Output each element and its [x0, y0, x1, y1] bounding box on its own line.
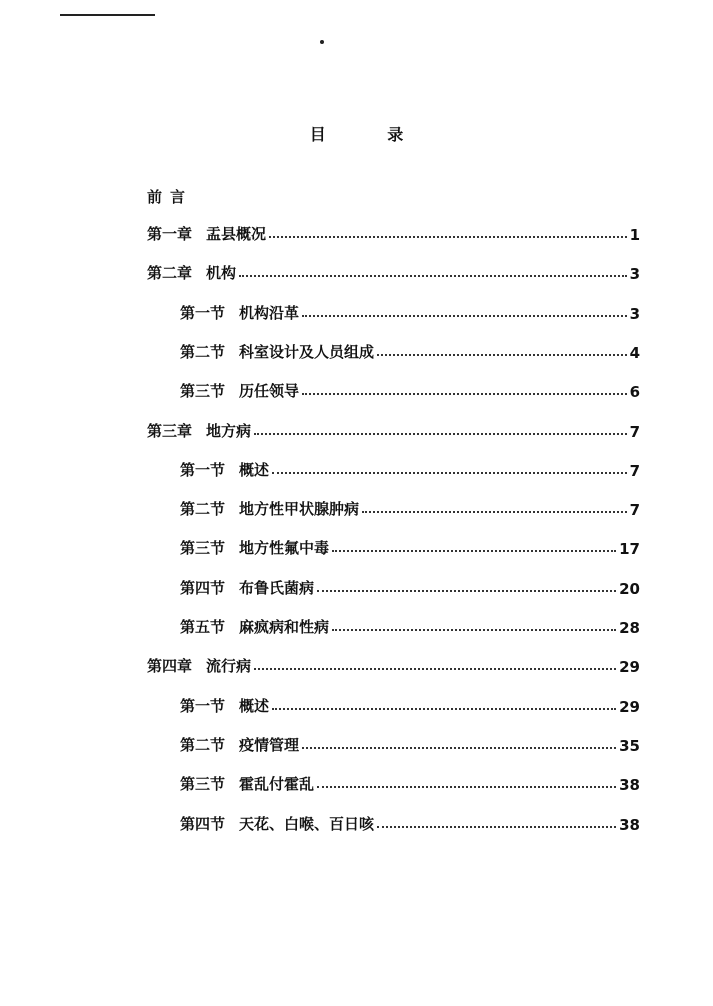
dot-leader — [332, 550, 616, 552]
entry-title: 科室设计及人员组成 — [239, 343, 375, 361]
page-number: 28 — [619, 619, 640, 637]
toc-title-char: 录 — [387, 125, 404, 144]
dot-leader — [302, 315, 627, 317]
toc-chapter-entry[interactable] — [147, 419, 640, 441]
toc-section-entry[interactable] — [180, 694, 640, 716]
section-label: 第一节 — [180, 697, 226, 715]
entry-title: 盂县概况 — [206, 225, 267, 243]
section-label: 第五节 — [180, 618, 226, 636]
entry-title: 地方性氟中毒 — [239, 539, 330, 557]
chapter-label: 第四章 — [147, 657, 193, 675]
page-number: 7 — [629, 462, 640, 480]
dot-leader — [377, 354, 627, 356]
entry-title: 流行病 — [206, 657, 252, 675]
dot-leader — [362, 511, 627, 513]
toc-chapter-entry[interactable] — [147, 261, 640, 283]
toc-section-entry[interactable] — [180, 536, 640, 558]
dot-leader — [317, 590, 616, 592]
page-number: 29 — [619, 698, 640, 716]
toc-section-entry[interactable] — [180, 812, 640, 834]
section-label: 第二节 — [180, 343, 226, 361]
chapter-label: 第一章 — [147, 225, 193, 243]
dot-leader — [254, 668, 616, 670]
section-label: 第一节 — [180, 461, 226, 479]
page-number: 20 — [619, 580, 640, 598]
toc-section-entry[interactable] — [180, 301, 640, 323]
page-number: 4 — [629, 344, 640, 362]
page-number: 38 — [619, 776, 640, 794]
entry-title: 历任领导 — [239, 382, 300, 400]
section-label: 第二节 — [180, 500, 226, 518]
toc-section-entry[interactable] — [180, 379, 640, 401]
page-number: 6 — [629, 383, 640, 401]
dot-leader — [377, 826, 616, 828]
section-label: 第四节 — [180, 579, 226, 597]
dot-leader — [317, 786, 616, 788]
dot-leader — [239, 275, 627, 277]
entry-title: 天花、白喉、百日咳 — [239, 815, 375, 833]
dot-leader — [254, 433, 627, 435]
page-number: 7 — [629, 501, 640, 519]
scan-artifact-line — [60, 14, 155, 16]
toc-section-entry[interactable] — [180, 576, 640, 598]
page-number: 17 — [619, 540, 640, 558]
toc-section-entry[interactable] — [180, 615, 640, 637]
entry-title: 疫情管理 — [239, 736, 300, 754]
entry-title: 霍乱付霍乱 — [239, 775, 315, 793]
entry-title: 概述 — [239, 461, 270, 479]
toc-section-entry[interactable] — [180, 458, 640, 480]
preface-entry[interactable]: 前言 — [147, 188, 194, 206]
chapter-label: 第三章 — [147, 422, 193, 440]
page-number: 29 — [619, 658, 640, 676]
toc-section-entry[interactable] — [180, 733, 640, 755]
page-number: 38 — [619, 816, 640, 834]
section-label: 第一节 — [180, 304, 226, 322]
page-number: 3 — [629, 305, 640, 323]
toc-section-entry[interactable] — [180, 340, 640, 362]
entry-title: 机构沿革 — [239, 304, 300, 322]
section-label: 第三节 — [180, 539, 226, 557]
page-number: 3 — [629, 265, 640, 283]
section-label: 第四节 — [180, 815, 226, 833]
toc-chapter-entry[interactable] — [147, 222, 640, 244]
entry-title: 机构 — [206, 264, 237, 282]
dot-leader — [302, 747, 616, 749]
dot-leader — [272, 472, 627, 474]
toc-title-char: 目 — [309, 125, 326, 144]
toc-chapter-entry[interactable] — [147, 654, 640, 676]
page-number: 1 — [629, 226, 640, 244]
chapter-label: 第二章 — [147, 264, 193, 282]
entry-title: 地方性甲状腺肿病 — [239, 500, 360, 518]
scan-artifact-mark — [320, 40, 324, 44]
entry-title: 布鲁氏菌病 — [239, 579, 315, 597]
page-number: 35 — [619, 737, 640, 755]
section-label: 第三节 — [180, 382, 226, 400]
toc-section-entry[interactable] — [180, 497, 640, 519]
dot-leader — [332, 629, 616, 631]
entry-title: 概述 — [239, 697, 270, 715]
toc-section-entry[interactable] — [180, 772, 640, 794]
section-label: 第二节 — [180, 736, 226, 754]
section-label: 第三节 — [180, 775, 226, 793]
dot-leader — [272, 708, 616, 710]
entry-title: 麻疯病和性病 — [239, 618, 330, 636]
toc-title — [0, 122, 713, 145]
dot-leader — [269, 236, 627, 238]
dot-leader — [302, 393, 627, 395]
entry-title: 地方病 — [206, 422, 252, 440]
page-number: 7 — [629, 423, 640, 441]
